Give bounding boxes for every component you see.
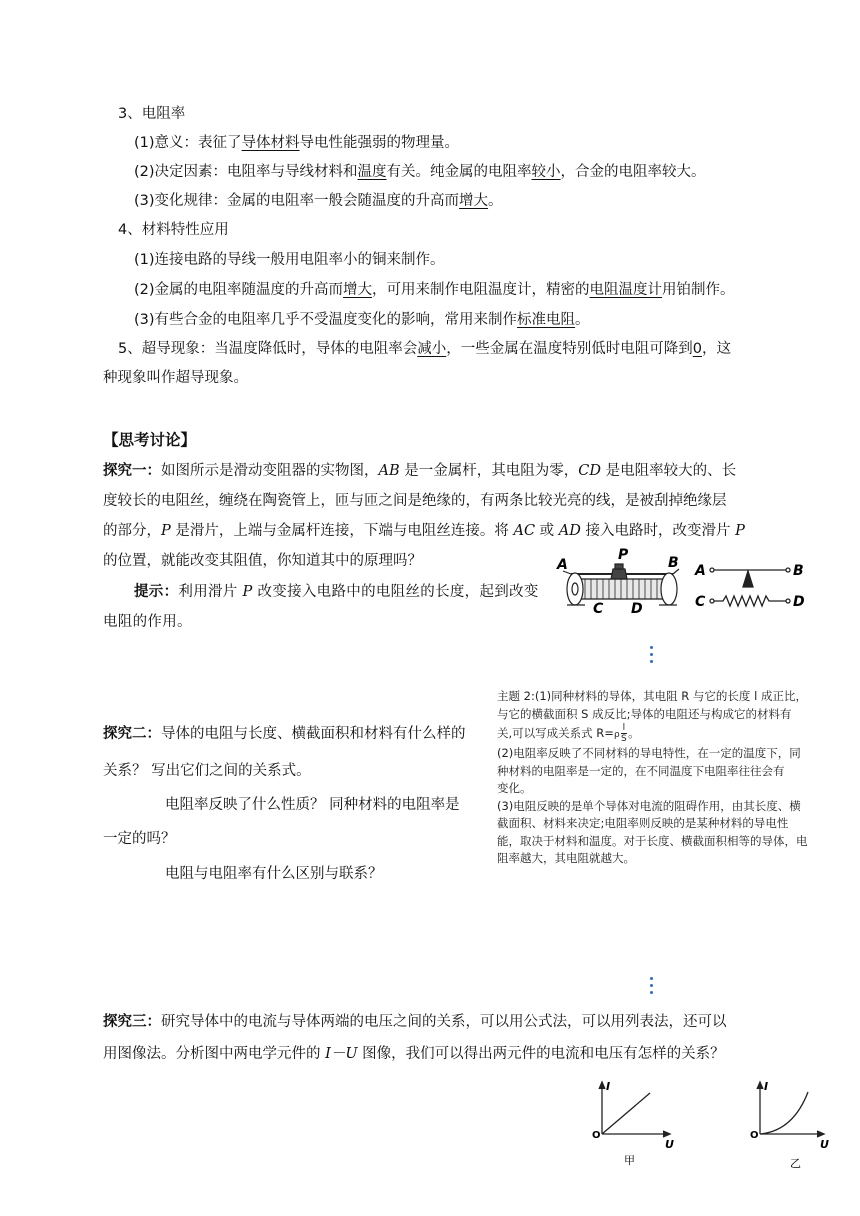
s5-line-1: 5、超导现象：当温度降低时，导体的电阻率会减小，一些金属在温度特别低时电阻可降到0，这 [118, 341, 731, 357]
s4-item-2: (2)金属的电阻率随温度的升高而增大，可用来制作电阻温度计，精密的电阻温度计用铂制作。 [134, 282, 735, 298]
s4-item-1: (1)连接电路的导线一般用电阻率小的铜来制作。 [134, 252, 445, 268]
s5-line-2: 种现象叫作超导现象。 [103, 370, 248, 386]
e1-hint-line-1: 提示：利用滑片 P 改变接入电路中的电阻丝的长度，起到改变 [134, 584, 539, 600]
e3-line-2: 用图像法。分析图中两电学元件的 I－U 图像，我们可以得出两元件的电流和电压有怎样的关系？ [103, 1046, 725, 1062]
s3-item-3: (3)变化规律：金属的电阻率一般会随温度的升高而增大。 [134, 193, 503, 209]
fig-label-B: B [668, 555, 679, 571]
e2-answer-box: 主题 2:(1)同种材料的导体，其电阻 R 与它的长度 l 成正比， 与它的横截面积 S 成反比;导体的电阻还与构成它的材料有 关,可以写成关系式 R=ρ $\frac{l}{S}$ 。 (2)电阻率反映了不同材料的导电特性，在一定的温度下，同 种材料的电阻率是一定的，在不同温度下电阻率往往会有 变化。 (3)电阻反映的是单个导体对电流的阻碍作用，由其长度、横 截面积、材料来决定;电阻率则反映的是某种材料的导电性 能，取决于材料和温度。对于长度、横截面积相等的导体，电 阻率越大，其电阻就越大。 [497, 689, 808, 865]
e2-line-3: 电阻率反映了什么性质？ 同种材料的电阻率是 [165, 797, 460, 813]
e2-line-5: 电阻与电阻率有什么区别与联系？ [165, 866, 383, 882]
e2-line-4: 一定的吗？ [103, 831, 176, 847]
fig-label-P: P [618, 547, 629, 563]
s3-item-2: (2)决定因素：电阻率与导线材料和温度有关。纯金属的电阻率较小，合金的电阻率较大。 [134, 164, 706, 180]
schem-label-B: B [793, 563, 804, 579]
graph1-caption: 甲 [624, 1154, 635, 1167]
e1-line-4: 的位置，就能改变其阻值，你知道其中的原理吗？ [103, 553, 422, 569]
rheostat-figure [555, 545, 825, 620]
e2-line-1: 探究二：导体的电阻与长度、横截面积和材料有什么样的 [103, 726, 466, 742]
rheostat-schematic-icon [710, 568, 790, 606]
graph2-origin: O [750, 1130, 759, 1141]
s3-item-1: (1)意义：表征了导体材料导电性能强弱的物理量。 [134, 135, 460, 151]
graph-yi [748, 1076, 843, 1176]
discuss-title: 【思考讨论】 [103, 431, 197, 449]
graph1-origin: O [592, 1130, 601, 1141]
graph-jia [590, 1076, 685, 1171]
s4-title: 4、材料特性应用 [118, 222, 229, 238]
e3-line-1: 探究三：研究导体中的电流与导体两端的电压之间的关系，可以用公式法，可以用列表法，还可以 [103, 1014, 727, 1030]
dots-marker-1 [650, 646, 654, 667]
graph1-ylabel: I [606, 1080, 611, 1093]
nonlinear-curve [760, 1092, 808, 1134]
dots-marker-2 [650, 977, 654, 998]
graph2-caption: 乙 [790, 1157, 801, 1170]
graph1-xlabel: U [665, 1138, 674, 1151]
e1-hint-line-2: 电阻的作用。 [103, 614, 192, 630]
schem-label-A: A [695, 563, 706, 579]
s4-item-3: (3)有些合金的电阻率几乎不受温度变化的影响，常用来制作标准电阻。 [134, 312, 590, 328]
fig-label-D: D [631, 601, 643, 617]
rheostat-device-icon [563, 564, 679, 605]
e2-line-2: 关系？ 写出它们之间的关系式。 [103, 763, 311, 779]
linear-curve [602, 1093, 650, 1134]
e1-line-1: 探究一：如图所示是滑动变阻器的实物图，AB 是一金属杆，其电阻为零，CD 是电阻率较大的、长 [103, 463, 737, 479]
e1-line-3: 的部分，P 是滑片，上端与金属杆连接，下端与电阻丝连接。将 AC 或 AD 接入电路时，改变滑片 P [103, 523, 745, 539]
s3-title: 3、电阻率 [118, 106, 186, 122]
fig-label-A: A [557, 557, 568, 573]
graph2-ylabel: I [764, 1080, 769, 1093]
fig-label-C: C [593, 601, 604, 617]
e1-line-2: 度较长的电阻丝，缠绕在陶瓷管上，匝与匝之间是绝缘的，有两条比较光亮的线，是被刮掉绝缘层 [103, 493, 727, 509]
schem-label-D: D [793, 594, 805, 610]
schem-label-C: C [695, 594, 706, 610]
graph2-xlabel: U [820, 1138, 829, 1151]
